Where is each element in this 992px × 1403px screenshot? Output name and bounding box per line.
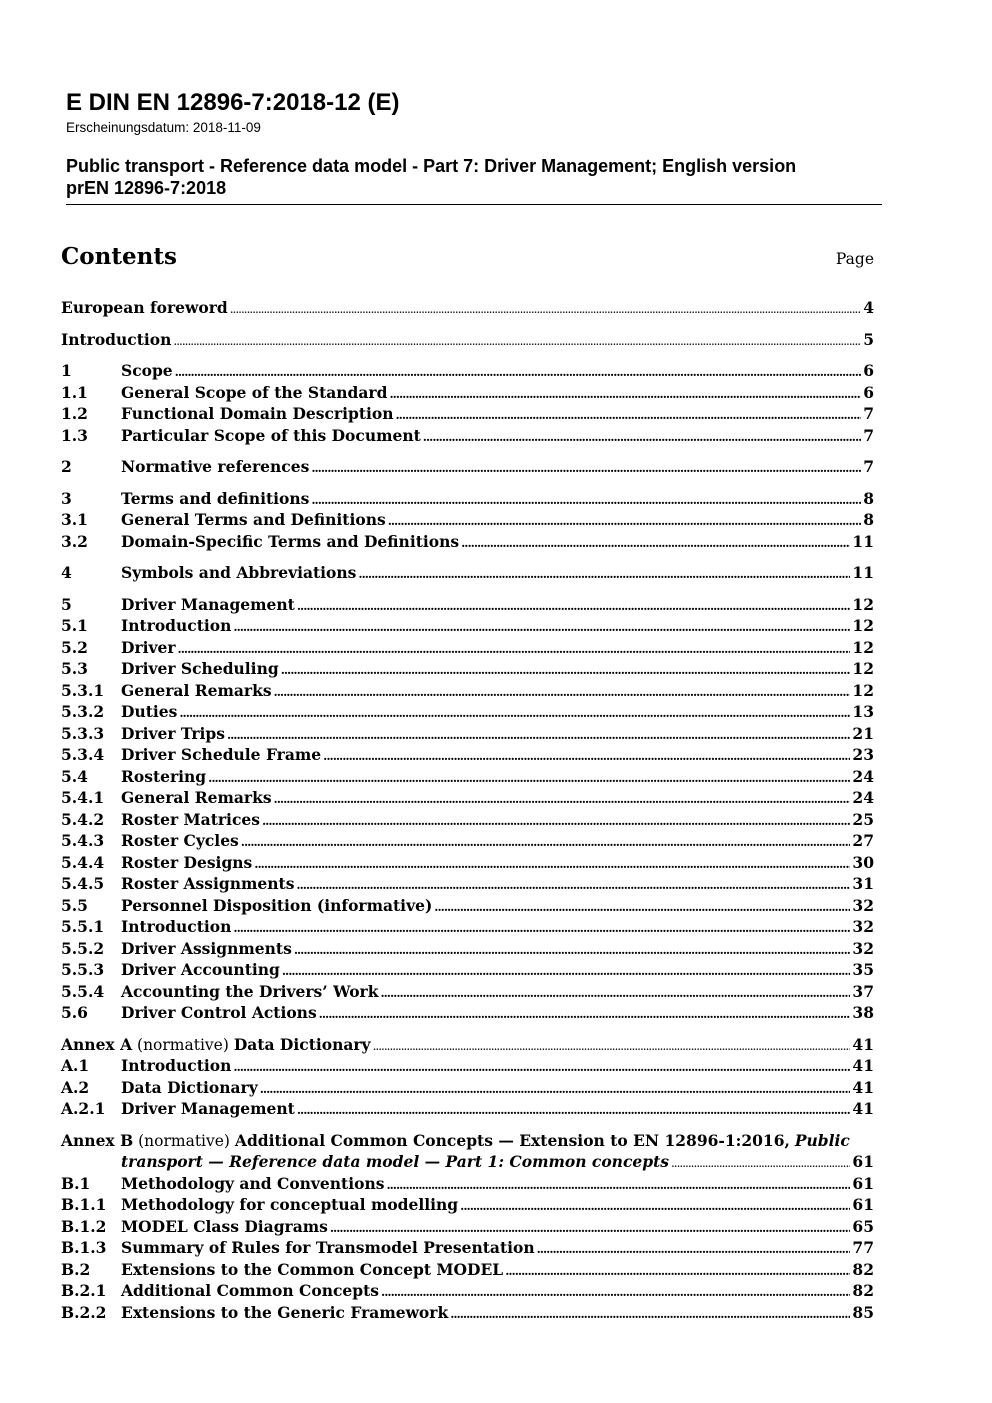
toc-entry[interactable]: A.2 Data Dictionary ..... 41 xyxy=(61,1077,874,1099)
toc-entry[interactable]: B.2.1 Additional Common Concepts ..... 82 xyxy=(61,1280,874,1302)
toc-entry[interactable]: 5.5.3 Driver Accounting ..... 35 xyxy=(61,959,874,981)
toc-entry[interactable]: 5.3.3 Driver Trips ..... 21 xyxy=(61,723,874,745)
toc-entry[interactable]: 5.5.1 Introduction ..... 32 xyxy=(61,916,874,938)
toc-entry[interactable]: 5.5 Personnel Disposition (informative) ..... 32 xyxy=(61,895,874,917)
toc-entry[interactable]: B.1.2 MODEL Class Diagrams ..... 65 xyxy=(61,1216,874,1238)
publication-date: Erscheinungsdatum: 2018-11-09 xyxy=(66,120,261,135)
document-title xyxy=(66,155,886,199)
toc-entry[interactable]: 3.2 Domain-Specific Terms and Definitions ..... 11 xyxy=(61,531,874,553)
page-column-label: Page xyxy=(835,250,874,268)
toc-entry[interactable]: B.2 Extensions to the Common Concept MODEL ..... 82 xyxy=(61,1259,874,1281)
toc-entry[interactable]: A.1 Introduction ..... 41 xyxy=(61,1055,874,1077)
toc-entry[interactable]: 3 Terms and definitions ..... 8 xyxy=(61,488,874,510)
toc-entry[interactable]: 1.2 Functional Domain Description ..... 7 xyxy=(61,403,874,425)
toc-entry[interactable]: B.1.3 Summary of Rules for Transmodel Presentation ..... 77 xyxy=(61,1237,874,1259)
toc-entry[interactable]: 5.5.2 Driver Assignments ..... 32 xyxy=(61,938,874,960)
toc-entry[interactable]: 5.4.2 Roster Matrices ..... 25 xyxy=(61,809,874,831)
toc-entry[interactable]: 1.3 Particular Scope of this Document ..... 7 xyxy=(61,425,874,447)
toc-entry[interactable]: 5.2 Driver ..... 12 xyxy=(61,637,874,659)
toc-entry[interactable]: 5.4.4 Roster Designs ..... 30 xyxy=(61,852,874,874)
document-header xyxy=(66,88,882,136)
toc-entry[interactable]: 4 Symbols and Abbreviations ..... 11 xyxy=(61,562,874,584)
toc-entry[interactable]: 5.4.5 Roster Assignments ..... 31 xyxy=(61,873,874,895)
toc-entry[interactable]: Introduction ..... 5 xyxy=(61,329,874,351)
toc-entry-annex-a[interactable]: Annex A (normative) Data Dictionary ..... 41 xyxy=(61,1034,874,1056)
toc-entry[interactable]: B.2.2 Extensions to the Generic Framework ..... 85 xyxy=(61,1302,874,1324)
toc-entry[interactable]: B.1.1 Methodology for conceptual modelling ..... 61 xyxy=(61,1194,874,1216)
toc-entry[interactable]: A.2.1 Driver Management ..... 41 xyxy=(61,1098,874,1120)
toc-entry[interactable]: 5.4.3 Roster Cycles ..... 27 xyxy=(61,830,874,852)
toc-entry[interactable]: 5.3 Driver Scheduling ..... 12 xyxy=(61,658,874,680)
toc-entry[interactable]: 5.5.4 Accounting the Drivers’ Work ..... 37 xyxy=(61,981,874,1003)
toc-entry[interactable]: 5.3.2 Duties ..... 13 xyxy=(61,701,874,723)
toc-entry[interactable]: 5.4.1 General Remarks ..... 24 xyxy=(61,787,874,809)
header-rule xyxy=(66,204,882,205)
toc-entry[interactable]: 5.1 Introduction ..... 12 xyxy=(61,615,874,637)
toc-entry-annex-b-cont[interactable]: transport — Reference data model — Part 1: Common concepts ..... 61 xyxy=(61,1151,874,1173)
toc-entry[interactable]: 3.1 General Terms and Definitions ..... 8 xyxy=(61,509,874,531)
title-line-1: Public transport - Reference data model - Part 7: Driver Management; English version xyxy=(66,156,797,176)
toc-entry[interactable]: 1.1 General Scope of the Standard ..... 6 xyxy=(61,382,874,404)
toc-entry[interactable]: European foreword ..... 4 xyxy=(61,297,874,319)
standard-id: E DIN EN 12896-7:2018-12 (E) xyxy=(66,89,400,116)
toc-entry[interactable]: 5.3.1 General Remarks ..... 12 xyxy=(61,680,874,702)
toc-entry[interactable]: 2 Normative references ..... 7 xyxy=(61,456,874,478)
toc-entry-annex-b[interactable]: Annex B (normative) Additional Common Concepts — Extension to EN 12896-1:2016, Public xyxy=(61,1130,850,1150)
toc-entry[interactable]: B.1 Methodology and Conventions ..... 61 xyxy=(61,1173,874,1195)
table-of-contents xyxy=(61,297,874,1323)
title-line-2: prEN 12896-7:2018 xyxy=(66,178,227,198)
toc-entry[interactable]: 5.4 Rostering ..... 24 xyxy=(61,766,874,788)
toc-entry[interactable]: 5 Driver Management ..... 12 xyxy=(61,594,874,616)
toc-entry[interactable]: 1 Scope ..... 6 xyxy=(61,360,874,382)
toc-entry[interactable]: 5.6 Driver Control Actions ..... 38 xyxy=(61,1002,874,1024)
contents-heading: Contents xyxy=(61,243,177,270)
toc-entry[interactable]: 5.3.4 Driver Schedule Frame ..... 23 xyxy=(61,744,874,766)
